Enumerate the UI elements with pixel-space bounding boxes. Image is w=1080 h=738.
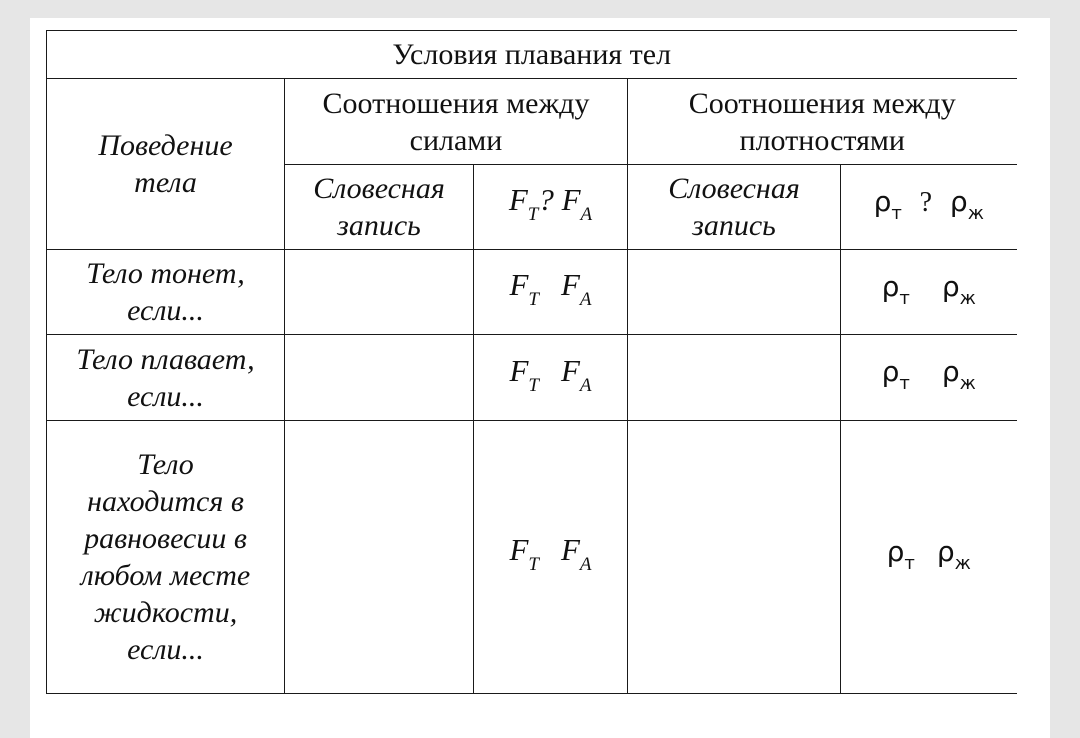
density-body-symbol: ρ <box>886 534 905 568</box>
behavior-cell <box>47 421 285 694</box>
density-liquid-sub: ж <box>967 202 984 224</box>
title-row <box>47 31 1017 79</box>
verbal-forces-header <box>285 165 474 250</box>
density-body-sub: т <box>899 287 910 309</box>
density-liquid-sub: ж <box>959 373 976 394</box>
verbal-forces-cell <box>285 421 474 694</box>
density-liquid-symbol: ρ <box>949 184 968 218</box>
density-liquid-sub: ж <box>959 287 976 309</box>
forces-group-label: Соотношения между силами <box>322 86 590 157</box>
table-row <box>47 250 1017 335</box>
table-row <box>47 421 1017 694</box>
question-mark: ? <box>919 186 933 218</box>
force-gravity-symbol: F <box>509 532 529 567</box>
force-archimedes-symbol: F <box>560 352 580 388</box>
verbal-densities-cell <box>628 421 841 694</box>
floating-conditions-table <box>46 30 1017 694</box>
density-body-symbol: ρ <box>881 269 900 303</box>
force-archimedes-sub: А <box>579 289 592 310</box>
force-archimedes-sub: А <box>579 374 592 396</box>
forces-cell <box>474 421 628 694</box>
density-liquid-sub: ж <box>954 552 971 574</box>
density-body-symbol: ρ <box>873 184 892 218</box>
forces-group-header <box>285 79 628 165</box>
behavior-cell <box>47 250 285 335</box>
table-row <box>47 335 1017 421</box>
density-cell <box>841 335 1017 421</box>
density-compare-header <box>873 184 984 224</box>
force-archimedes-sub: А <box>580 204 593 225</box>
density-cell <box>841 421 1017 694</box>
force-archimedes-symbol: F <box>560 532 580 567</box>
behavior-cell <box>47 335 285 421</box>
force-gravity-symbol: F <box>509 352 529 388</box>
force-gravity-sub: Т <box>528 554 539 575</box>
density-body-sub: т <box>899 373 910 394</box>
forces-compare <box>509 352 592 396</box>
header-row-1 <box>47 79 1017 165</box>
forces-compare <box>509 267 592 310</box>
behavior-text: Тело находится в равновесии в любом месте жидкости, если... <box>80 448 251 666</box>
behavior-text: Тело тонет, если... <box>86 257 245 327</box>
verbal-densities-label: Словесная запись <box>668 172 800 242</box>
density-liquid-symbol: ρ <box>941 269 960 303</box>
density-compare <box>881 269 976 309</box>
document-page <box>30 18 1050 738</box>
force-archimedes-symbol: F <box>560 267 580 302</box>
forces-cell <box>474 335 628 421</box>
densities-group-label: Соотношения между плотностями <box>688 86 956 157</box>
verbal-densities-cell <box>628 335 841 421</box>
density-compare <box>886 534 971 574</box>
forces-compare-header <box>508 182 593 225</box>
forces-symbol-header <box>474 165 628 250</box>
density-body-symbol: ρ <box>881 355 900 388</box>
behavior-header-label: Поведение тела <box>98 129 233 199</box>
table-title: Условия плавания тел <box>47 31 1017 79</box>
verbal-forces-cell <box>285 250 474 335</box>
behavior-text: Тело плавает, если... <box>76 342 255 413</box>
behavior-header <box>47 79 285 250</box>
density-liquid-symbol: ρ <box>941 355 960 388</box>
density-liquid-symbol: ρ <box>936 534 955 568</box>
question-mark: ? <box>538 182 554 217</box>
verbal-forces-cell <box>285 335 474 421</box>
density-compare <box>881 355 976 394</box>
density-body-sub: т <box>891 202 902 224</box>
density-body-sub: т <box>904 552 915 574</box>
force-gravity-sub: Т <box>528 289 539 310</box>
forces-cell <box>474 250 628 335</box>
force-gravity-sub: Т <box>527 204 539 225</box>
force-gravity-symbol: F <box>509 267 529 302</box>
verbal-densities-cell <box>628 250 841 335</box>
density-symbol-header <box>841 165 1017 250</box>
density-cell <box>841 250 1017 335</box>
forces-compare <box>509 532 592 575</box>
force-gravity-symbol: F <box>508 182 528 217</box>
densities-group-header <box>628 79 1017 165</box>
force-archimedes-symbol: F <box>561 182 581 217</box>
force-gravity-sub: Т <box>528 374 539 396</box>
force-archimedes-sub: А <box>579 554 592 575</box>
verbal-densities-header <box>628 165 841 250</box>
verbal-forces-label: Словесная запись <box>313 172 445 242</box>
